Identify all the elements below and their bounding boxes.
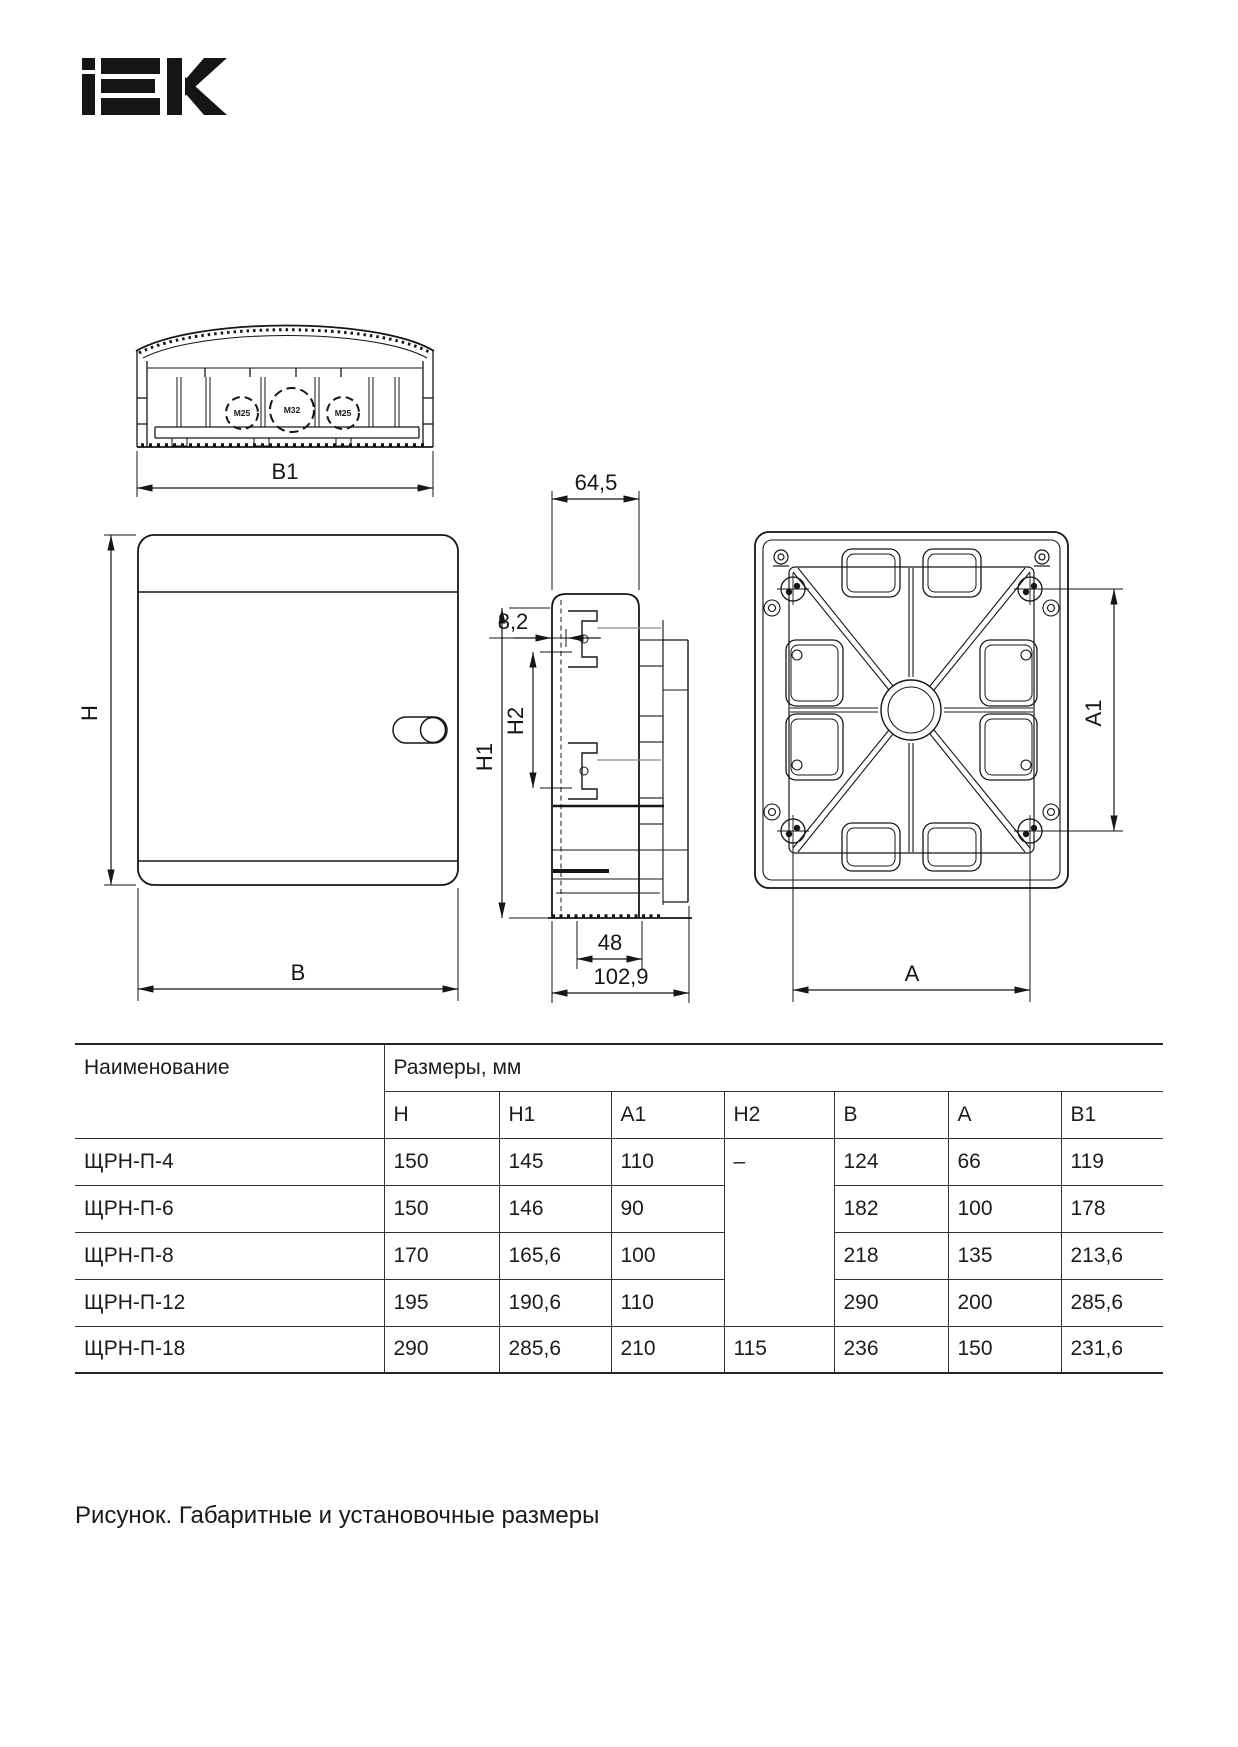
keyhole-slots bbox=[773, 550, 1050, 566]
cell-h1: 165,6 bbox=[499, 1232, 611, 1279]
cell-name: ЩРН-П-4 bbox=[75, 1138, 384, 1185]
dim-label-a1: A1 bbox=[1081, 699, 1106, 727]
a-dimension bbox=[793, 845, 1030, 1002]
header-a: A bbox=[948, 1091, 1061, 1138]
cell-h: 170 bbox=[384, 1232, 499, 1279]
dim-label-h2: H2 bbox=[503, 706, 528, 736]
cell-a1: 100 bbox=[611, 1232, 724, 1279]
cell-h: 150 bbox=[384, 1185, 499, 1232]
cell-h2-merged: – bbox=[724, 1138, 834, 1326]
b-dimension bbox=[138, 888, 458, 1001]
dimensions-table bbox=[75, 1043, 1163, 1374]
header-h: H bbox=[384, 1091, 499, 1138]
table-header-row bbox=[75, 1044, 1163, 1091]
cell-b1: 119 bbox=[1061, 1138, 1163, 1185]
cell-name: ЩРН-П-6 bbox=[75, 1185, 384, 1232]
header-h1: H1 bbox=[499, 1091, 611, 1138]
dim-label-102-9: 102,9 bbox=[593, 964, 649, 989]
corner-bosses bbox=[764, 600, 1059, 820]
h2-dimension bbox=[503, 652, 572, 788]
back-knockouts bbox=[786, 549, 1037, 871]
cell-h1: 145 bbox=[499, 1138, 611, 1185]
knockout-label-m25-right: M25 bbox=[334, 408, 352, 418]
cell-a: 66 bbox=[948, 1138, 1061, 1185]
cell-b: 290 bbox=[834, 1279, 948, 1326]
cell-h1: 146 bbox=[499, 1185, 611, 1232]
cell-a1: 110 bbox=[611, 1279, 724, 1326]
cell-a: 150 bbox=[948, 1326, 1061, 1373]
cell-b1: 285,6 bbox=[1061, 1279, 1163, 1326]
dim-label-8-2: 8,2 bbox=[497, 609, 529, 634]
header-b: B bbox=[834, 1091, 948, 1138]
table-row bbox=[75, 1232, 1163, 1279]
dim-label-h: H bbox=[77, 705, 102, 721]
dim-label-b: B bbox=[290, 960, 306, 985]
mount-screws bbox=[777, 573, 1046, 847]
back-ribs bbox=[790, 568, 1033, 852]
knockout-label-m25-left: M25 bbox=[233, 408, 251, 418]
cell-h2: 115 bbox=[724, 1326, 834, 1373]
cell-b1: 213,6 bbox=[1061, 1232, 1163, 1279]
dim-label-64-5: 64,5 bbox=[574, 470, 618, 495]
cell-a1: 210 bbox=[611, 1326, 724, 1373]
figure-caption: Рисунок. Габаритные и установочные размеры bbox=[75, 1502, 600, 1529]
cell-a1: 90 bbox=[611, 1185, 724, 1232]
cell-name: ЩРН-П-8 bbox=[75, 1232, 384, 1279]
header-a1: A1 bbox=[611, 1091, 724, 1138]
header-h2: H2 bbox=[724, 1091, 834, 1138]
front-view bbox=[138, 535, 458, 885]
dim-label-a: A bbox=[904, 961, 920, 986]
cell-b: 236 bbox=[834, 1326, 948, 1373]
dim-48 bbox=[577, 921, 642, 969]
dim-8-2 bbox=[489, 609, 601, 647]
cell-b: 218 bbox=[834, 1232, 948, 1279]
header-b1: B1 bbox=[1061, 1091, 1163, 1138]
cell-b1: 178 bbox=[1061, 1185, 1163, 1232]
h1-dimension bbox=[472, 608, 550, 918]
table-row bbox=[75, 1279, 1163, 1326]
cell-b: 182 bbox=[834, 1185, 948, 1232]
back-view bbox=[755, 532, 1068, 888]
cell-b: 124 bbox=[834, 1138, 948, 1185]
table-row bbox=[75, 1326, 1163, 1373]
cell-h: 150 bbox=[384, 1138, 499, 1185]
dim-label-48: 48 bbox=[597, 930, 623, 955]
cell-h: 195 bbox=[384, 1279, 499, 1326]
header-name: Наименование bbox=[75, 1044, 384, 1138]
table-row bbox=[75, 1138, 1163, 1185]
dim-64-5 bbox=[552, 470, 639, 590]
dim-label-h1: H1 bbox=[472, 742, 497, 772]
cell-h: 290 bbox=[384, 1326, 499, 1373]
cell-name: ЩРН-П-12 bbox=[75, 1279, 384, 1326]
cell-h1: 285,6 bbox=[499, 1326, 611, 1373]
cell-a: 200 bbox=[948, 1279, 1061, 1326]
dim-label-b1: B1 bbox=[271, 459, 299, 484]
table-row bbox=[75, 1185, 1163, 1232]
header-sizes-group: Размеры, мм bbox=[384, 1044, 1163, 1091]
a1-dimension bbox=[1044, 589, 1123, 831]
cell-b1: 231,6 bbox=[1061, 1326, 1163, 1373]
cell-a1: 110 bbox=[611, 1138, 724, 1185]
cell-a: 135 bbox=[948, 1232, 1061, 1279]
b1-dimension bbox=[137, 451, 433, 497]
cell-h1: 190,6 bbox=[499, 1279, 611, 1326]
cell-a: 100 bbox=[948, 1185, 1061, 1232]
cell-name: ЩРН-П-18 bbox=[75, 1326, 384, 1373]
side-view bbox=[548, 594, 692, 918]
knockout-label-m32: M32 bbox=[283, 405, 301, 415]
top-view bbox=[136, 326, 434, 448]
h-dimension bbox=[77, 535, 136, 885]
